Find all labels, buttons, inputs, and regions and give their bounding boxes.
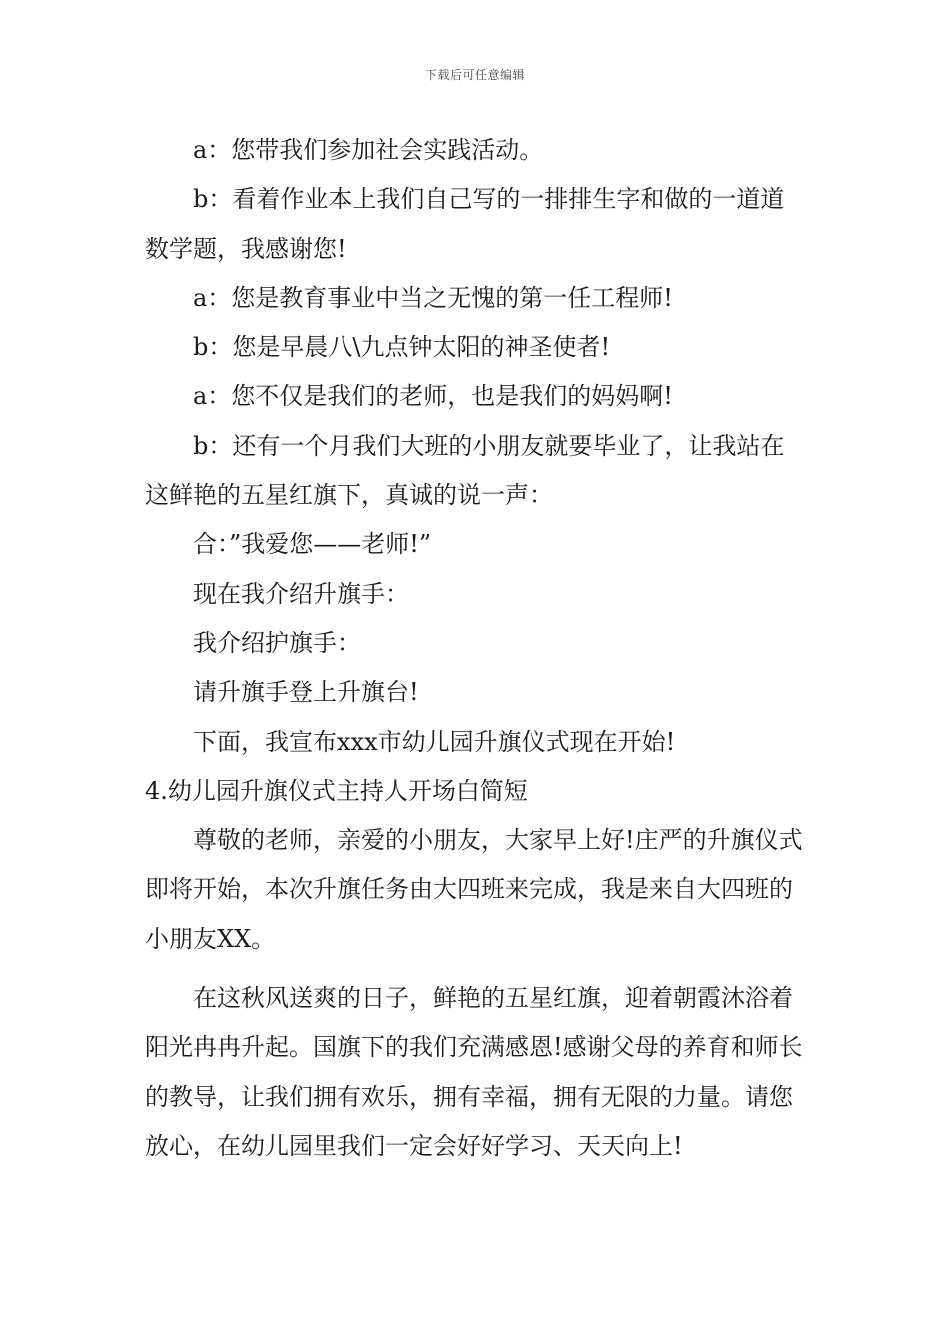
dialogue-line: b：您是早晨八\九点钟太阳的神圣使者! — [193, 333, 611, 362]
dialogue-line: b：看着作业本上我们自己写的一排排生字和做的一道道数学题，我感谢您! — [145, 185, 785, 263]
page-header-note: 下载后可任意编辑 — [424, 68, 525, 82]
dialogue-line: 下面，我宣布xxx市幼儿园升旗仪式现在开始! — [193, 727, 676, 756]
dialogue-line: a：您带我们参加社会实践活动。 — [193, 136, 544, 164]
body-paragraph: 在这秋风送爽的日子，鲜艳的五星红旗，迎着朝霞沐浴着阳光冉冉升起。国旗下的我们充满感恩!感谢父母的养育和师长的教导，让我们拥有欢乐，拥有幸福，拥有无限的力量。请您放心，在幼儿园里我们一定会好好学习、天天向上! — [145, 984, 803, 1160]
dialogue-line: a：您不仅是我们的老师，也是我们的妈妈啊! — [193, 382, 673, 411]
dialogue-line: 现在我介绍升旗手： — [193, 579, 409, 608]
dialogue-line: 请升旗手登上升旗台! — [193, 678, 419, 707]
body-paragraph: 尊敬的老师，亲爱的小朋友，大家早上好!庄严的升旗仪式即将开始，本次升旗任务由大四班来完成，我是来自大四班的小朋友XX。 — [145, 826, 803, 953]
document-body — [145, 126, 805, 1171]
dialogue-line: 合：”我爱您——老师!” — [193, 530, 432, 559]
dialogue-line: b：还有一个月我们大班的小朋友就要毕业了，让我站在这鲜艳的五星红旗下，真诚的说一声： — [145, 431, 785, 510]
dialogue-line: 我介绍护旗手： — [193, 628, 361, 657]
section-heading: 4.幼儿园升旗仪式主持人开场白简短 — [145, 776, 528, 805]
dialogue-line: a：您是教育事业中当之无愧的第一任工程师! — [193, 283, 673, 312]
